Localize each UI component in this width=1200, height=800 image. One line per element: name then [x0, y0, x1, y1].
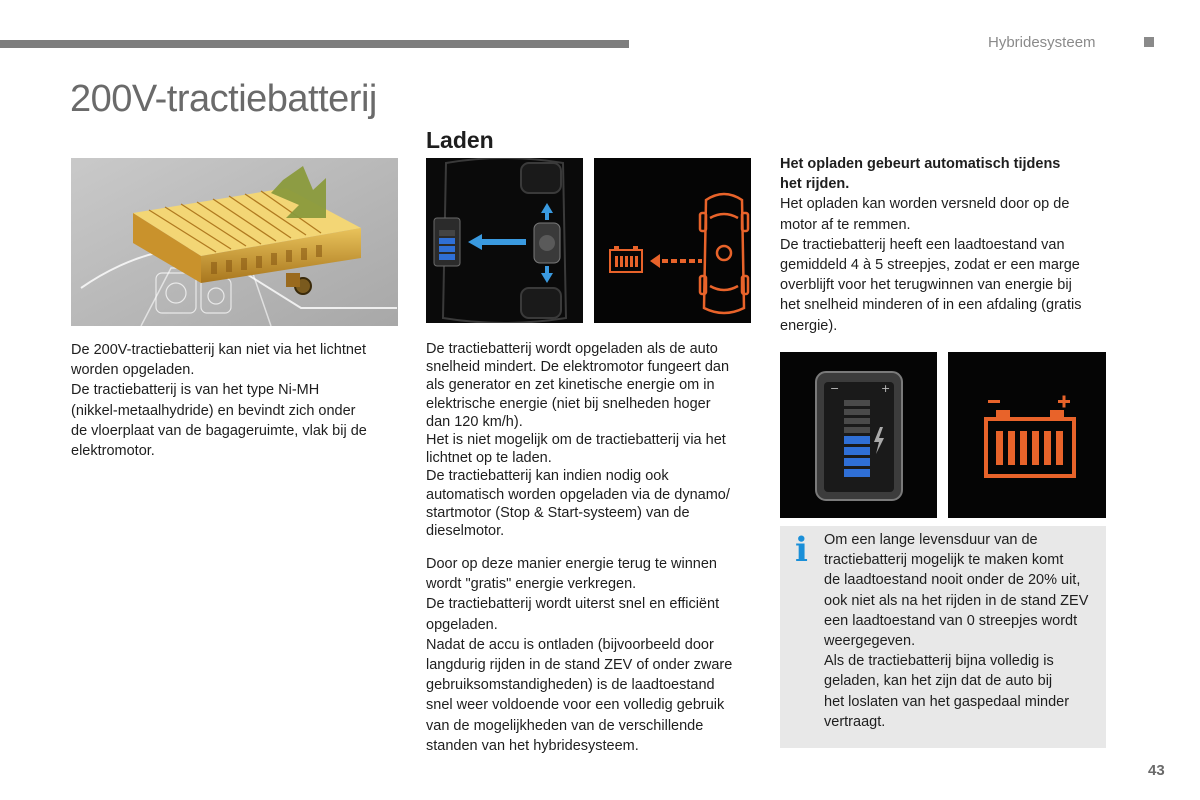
text-line: overblijft voor het terugwinnen van energie bij: [780, 277, 1072, 294]
battery-gauge-display: [780, 352, 937, 518]
text-line: ook niet als na het rijden in de stand ZEV: [824, 592, 1089, 609]
text-line: gemiddeld 4 à 5 streepjes, zodat er een marge: [780, 257, 1080, 274]
text-line: automatisch worden opgeladen via de dynamo/: [426, 486, 730, 503]
section-marker-icon: [1144, 37, 1154, 47]
info-icon: i: [795, 530, 808, 570]
info-text: [824, 530, 1104, 732]
bold-text: Het opladen gebeurt automatisch tijdens: [780, 156, 1061, 172]
text-line: weergegeven.: [824, 633, 916, 650]
text-line: De tractiebatterij wordt opgeladen als de auto: [426, 341, 718, 357]
text-line: worden opgeladen.: [71, 362, 195, 379]
text-line: geladen, kan het zijn dat de auto bij: [824, 673, 1053, 690]
text-line: snel weer voldoende voor een volledig gebruik: [426, 697, 725, 714]
bold-text: het rijden.: [780, 176, 850, 193]
text-line: De 200V-tractiebatterij kan niet via het lichtnet: [71, 342, 366, 358]
charging-warning-diagram: [594, 158, 751, 323]
text-line: opgeladen.: [426, 616, 498, 633]
text-line: standen van het hybridesysteem.: [426, 737, 639, 754]
automatic-charging-text: [780, 154, 1105, 336]
text-line: elektromotor.: [71, 443, 155, 460]
text-line: Als de tractiebatterij bijna volledig is: [824, 653, 1054, 670]
text-line: dan 120 km/h).: [426, 413, 523, 430]
text-line: Om een lange levensduur van de: [824, 532, 1038, 548]
text-line: als generator en zet kinetische energie om in: [426, 377, 715, 394]
header-bar: [0, 40, 629, 48]
text-line: Nadat de accu is ontladen (bijvoorbeeld door: [426, 636, 714, 653]
page-number: 43: [1148, 762, 1165, 779]
text-line: wordt "gratis" energie verkregen.: [426, 576, 637, 593]
page-title: 200V-tractiebatterij: [70, 78, 377, 120]
section-title: Laden: [426, 127, 494, 153]
battery-illustration: [71, 158, 398, 326]
text-line: de laadtoestand nooit onder de 20% uit,: [824, 572, 1081, 589]
text-line: startmotor (Stop & Start-systeem) van de: [426, 504, 690, 521]
text-line: Door op deze manier energie terug te winnen: [426, 556, 717, 572]
battery-warning-icon: [948, 352, 1106, 518]
text-line: langdurig rijden in de stand ZEV of onder zware: [426, 657, 733, 674]
text-line: energie).: [780, 317, 838, 334]
text-line: Het opladen kan worden versneld door op de: [780, 196, 1070, 213]
energy-recovery-text: [426, 554, 761, 756]
text-line: (nikkel-metaalhydride) en bevindt zich onder: [71, 402, 356, 419]
svg-text:−: −: [830, 382, 840, 395]
text-line: elektrische energie (niet bij snelheden hoger: [426, 395, 711, 412]
svg-text:+: +: [881, 382, 891, 395]
text-line: De tractiebatterij is van het type Ni-MH: [71, 382, 320, 399]
text-line: het snelheid minderen of in een afdaling (gratis: [780, 297, 1082, 314]
battery-intro-text: [71, 340, 401, 461]
text-line: vertraagt.: [824, 713, 886, 730]
text-line: de vloerplaat van de bagageruimte, vlak bij de: [71, 422, 367, 439]
text-line: De tractiebatterij wordt uiterst snel en efficiënt: [426, 596, 720, 613]
text-line: tractiebatterij mogelijk te maken komt: [824, 552, 1064, 569]
text-line: gebruiksomstandigheden) is de laadtoestand: [426, 677, 715, 694]
section-label: Hybridesysteem: [988, 34, 1096, 51]
text-line-bold: [780, 174, 1105, 194]
text-line: De tractiebatterij kan indien nodig ook: [426, 468, 669, 485]
text-line: van de mogelijkheden van de verschillende: [426, 717, 704, 734]
charging-text-paragraph: [426, 340, 761, 540]
text-line: snelheid mindert. De elektromotor fungeert dan: [426, 359, 730, 376]
text-line: een laadtoestand van 0 streepjes wordt: [824, 612, 1078, 629]
text-line: De tractiebatterij heeft een laadtoestand van: [780, 236, 1065, 253]
text-line: motor af te remmen.: [780, 216, 911, 233]
text-line-bold: [780, 154, 1105, 174]
text-line: het loslaten van het gaspedaal minder: [824, 693, 1070, 710]
car-energy-flow-diagram: [426, 158, 583, 323]
text-line: dieselmotor.: [426, 523, 505, 540]
text-line: Het is niet mogelijk om de tractiebatterij via het: [426, 432, 726, 449]
text-line: lichtnet op te laden.: [426, 450, 552, 467]
